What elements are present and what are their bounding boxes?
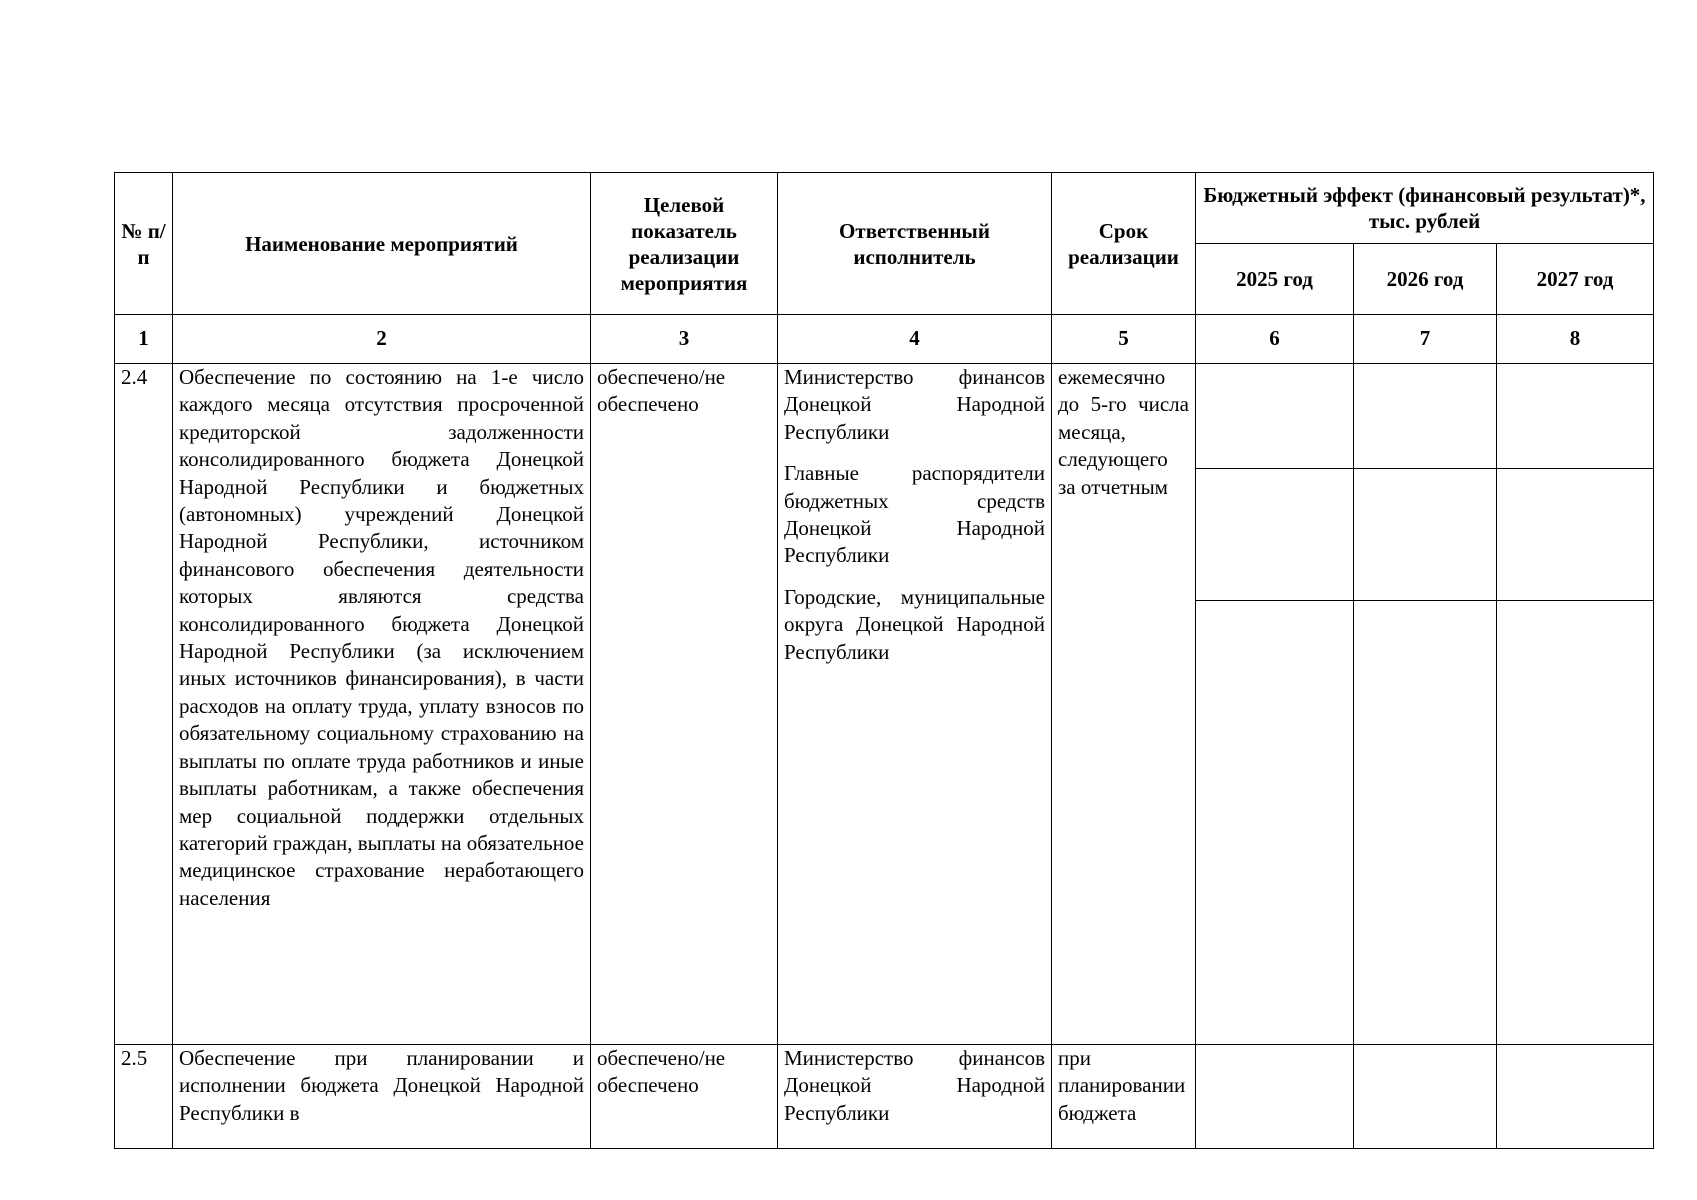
effect-cell-2025: [1196, 469, 1354, 601]
header-indicator: Целевой показатель реализации мероприятия: [591, 173, 778, 315]
row-indicator: обеспечено/не обеспечено: [591, 364, 778, 1045]
column-number: 8: [1497, 315, 1654, 364]
row-measure-name: Обеспечение по состоянию на 1-е число каждого месяца отсутствия просроченной кредиторской задолженности консолидированного бюджета Донецкой Народной Республики и бюджетных (автономных) учреждений Донецкой Народной Республики, источником финансового обеспечения деятельности которых являются средства консолидированного бюджета Донецкой Народной Республики (за исключением иных источников финансирования), в части расходов на оплату труда, уплату взносов по обязательному социальному страхованию на выплаты по оплате труда работников и иные выплаты работникам, а также обеспечения мер социальной поддержки отдельных категорий граждан, выплаты на обязательное медицинское страхование неработающего населения: [173, 364, 591, 1045]
row-executors: [778, 1045, 1052, 1149]
header-deadline: Срок реализации: [1052, 173, 1196, 315]
executor-item: Главные распорядители бюджетных средств Донецкой Народной Республики: [784, 461, 1045, 568]
column-number: 6: [1196, 315, 1354, 364]
column-number: 1: [115, 315, 173, 364]
column-number: 3: [591, 315, 778, 364]
header-year-2025: 2025 год: [1196, 244, 1354, 315]
column-number: 2: [173, 315, 591, 364]
row-num: 2.5: [115, 1045, 173, 1149]
effect-cell-2026: [1354, 469, 1497, 601]
column-numbers-row: [115, 315, 1654, 364]
row-measure-name: Обеспечение при планировании и исполнении бюджета Донецкой Народной Республики в: [173, 1045, 591, 1149]
header-budget-effect: Бюджетный эффект (финансовый результат)*, тыс. рублей: [1196, 173, 1654, 244]
effect-cell-2026: [1354, 601, 1497, 1045]
row-indicator: обеспечено/не обеспечено: [591, 1045, 778, 1149]
row-deadline: ежемесячно до 5-го числа месяца, следующего за отчетным: [1052, 364, 1196, 1045]
row-executors: [778, 364, 1052, 1045]
column-number: 5: [1052, 315, 1196, 364]
executor-item: Городские, муниципальные округа Донецкой Народной Республики: [784, 584, 1045, 664]
column-number: 4: [778, 315, 1052, 364]
effect-cell-2025: [1196, 364, 1354, 469]
effect-cell-2025: [1196, 601, 1354, 1045]
header-row: [115, 173, 1654, 244]
executor-item: Министерство финансов Донецкой Народной Республики: [784, 1046, 1045, 1125]
effect-cell-2027: [1497, 364, 1654, 469]
effect-cell-2027: [1497, 601, 1654, 1045]
header-name: Наименование мероприятий: [173, 173, 591, 315]
effect-cell-2027: [1497, 1045, 1654, 1149]
executor-item: Министерство финансов Донецкой Народной Республики: [784, 365, 1045, 444]
measures-table: [114, 172, 1654, 1149]
effect-cell-2027: [1497, 469, 1654, 601]
header-year-2026: 2026 год: [1354, 244, 1497, 315]
column-number: 7: [1354, 315, 1497, 364]
row-num: 2.4: [115, 364, 173, 1045]
effect-cell-2026: [1354, 364, 1497, 469]
table-row: [115, 1045, 1654, 1149]
effect-cell-2025: [1196, 1045, 1354, 1149]
header-year-2027: 2027 год: [1497, 244, 1654, 315]
effect-cell-2026: [1354, 1045, 1497, 1149]
header-num: № п/п: [115, 173, 173, 315]
row-deadline: при планировании бюджета: [1052, 1045, 1196, 1149]
header-executor: Ответственный исполнитель: [778, 173, 1052, 315]
table-row: [115, 364, 1654, 469]
